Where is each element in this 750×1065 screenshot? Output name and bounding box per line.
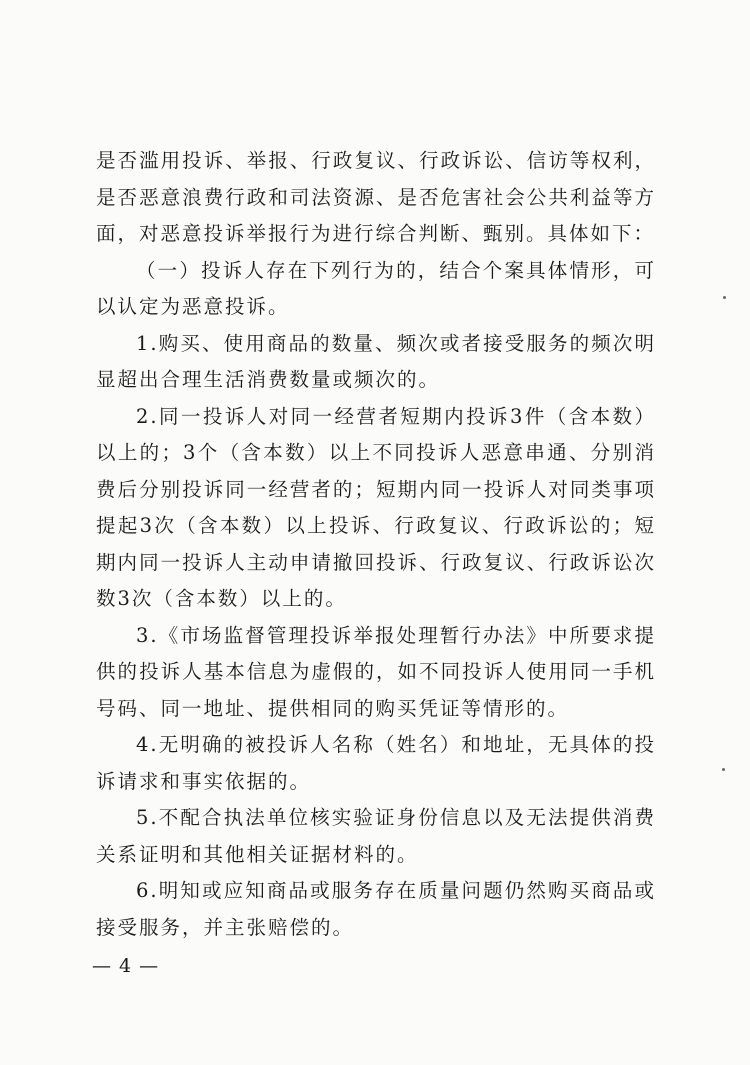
scan-mark xyxy=(722,768,725,771)
paragraph-section-1: （一）投诉人存在下列行为的，结合个案具体情形，可以认定为恶意投诉。 xyxy=(96,258,656,318)
paragraph-item-3: 3.《市场监督管理投诉举报处理暂行办法》中所要求提供的投诉人基本信息为虚假的，如不同投诉人使用同一手机号码、同一地址、提供相同的购买凭证等情形的。 xyxy=(96,623,656,720)
document-body xyxy=(96,143,656,946)
scan-mark xyxy=(723,296,726,299)
paragraph-item-5: 5.不配合执法单位核实验证身份信息以及无法提供消费关系证明和其他相关证据材料的。 xyxy=(96,806,656,866)
paragraph-item-2: 2.同一投诉人对同一经营者短期内投诉3件（含本数）以上的；3个（含本数）以上不同投诉人恶意串通、分别消费后分别投诉同一经营者的；短期内同一投诉人对同类事项提起3次（含本数）以上投诉、行政复议、行政诉讼的；短期内同一投诉人主动申请撤回投诉、行政复议、行政诉讼次数3次（含本数）以上的。 xyxy=(96,404,656,610)
page-number: — 4 — xyxy=(92,955,160,977)
paragraph-item-6: 6.明知或应知商品或服务存在质量问题仍然购买商品或接受服务，并主张赔偿的。 xyxy=(96,879,656,939)
paragraph-item-4: 4.无明确的被投诉人名称（姓名）和地址，无具体的投诉请求和事实依据的。 xyxy=(96,733,656,793)
paragraph-intro: 是否滥用投诉、举报、行政复议、行政诉讼、信访等权利，是否恶意浪费行政和司法资源、是否危害社会公共利益等方面，对恶意投诉举报行为进行综合判断、甄别。具体如下： xyxy=(96,149,656,245)
paragraph-item-1: 1.购买、使用商品的数量、频次或者接受服务的频次明显超出合理生活消费数量或频次的。 xyxy=(96,331,656,391)
